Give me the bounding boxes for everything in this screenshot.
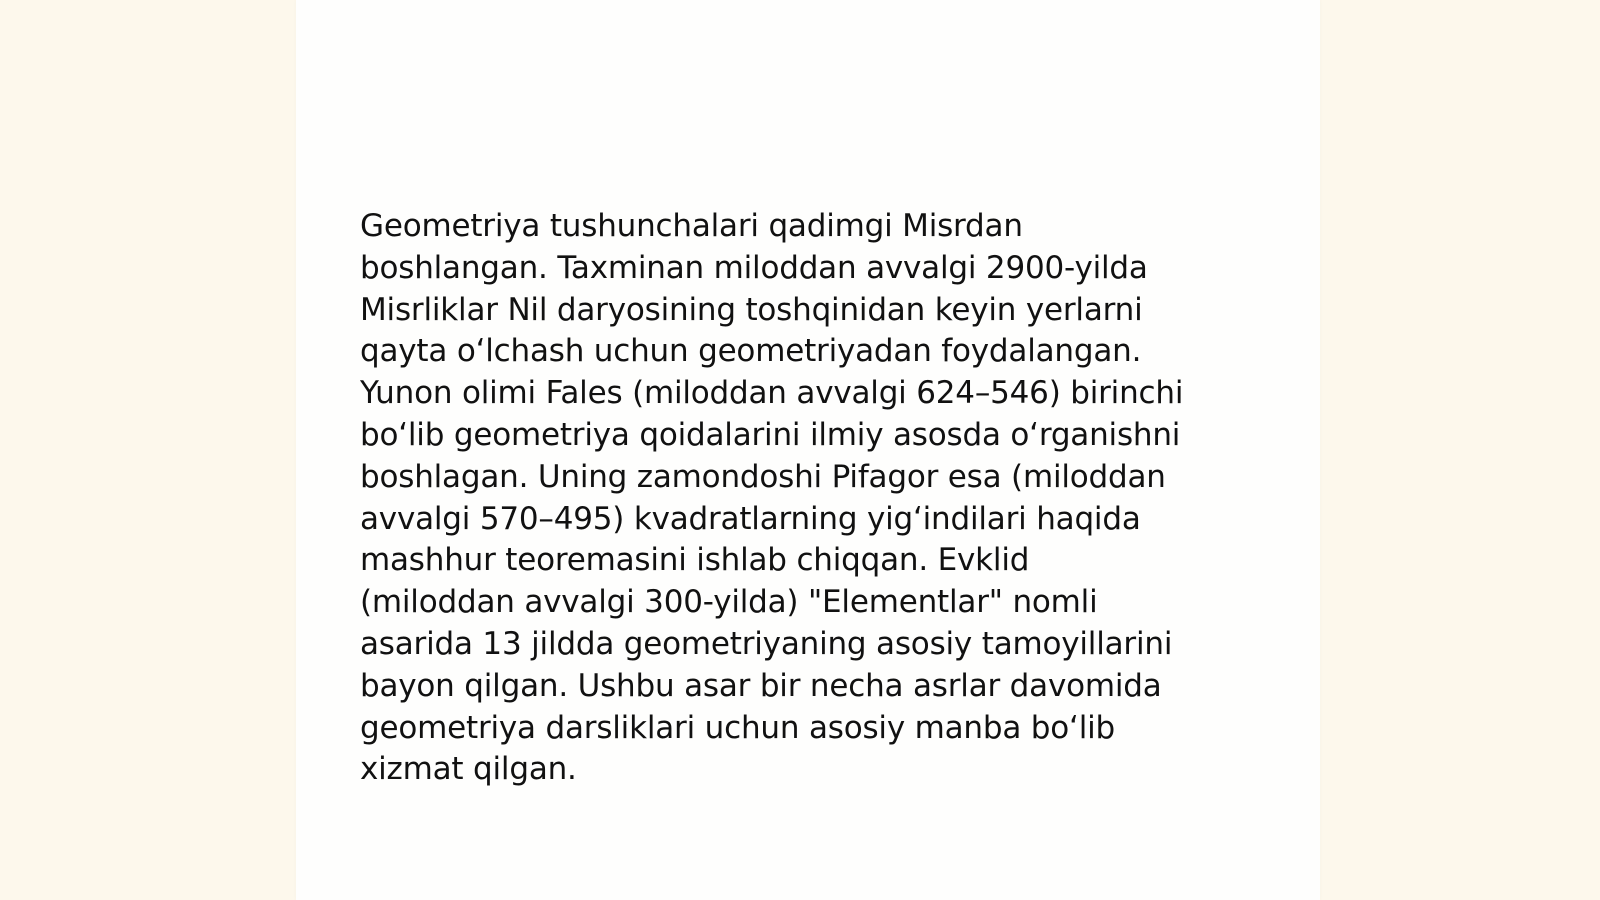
paragraph xyxy=(360,206,1240,791)
paragraph-line: asarida 13 jildda geometriyaning asosiy tamoyillarini xyxy=(360,625,1173,662)
paragraph-line: bayon qilgan. Ushbu asar bir necha asrlar davomida xyxy=(360,667,1162,704)
paragraph-line: geometriya darsliklari uchun asosiy manba boʻlib xyxy=(360,709,1116,746)
paragraph-line: xizmat qilgan. xyxy=(360,751,577,788)
paragraph-line: mashhur teoremasini ishlab chiqqan. Evklid xyxy=(360,542,1030,579)
paragraph-line: avvalgi 570–495) kvadratlarning yigʻindilari haqida xyxy=(360,500,1141,537)
paragraph-line: boʻlib geometriya qoidalarini ilmiy asosda oʻrganishni xyxy=(360,416,1181,453)
paragraph-line: Misrliklar Nil daryosining toshqinidan keyin yerlarni xyxy=(360,291,1143,328)
paragraph-line: qayta oʻlchash uchun geometriyadan foydalangan. xyxy=(360,333,1142,370)
paragraph-line: (miloddan avvalgi 300-yilda) "Elementlar" nomli xyxy=(360,584,1098,621)
paragraph-line: boshlangan. Taxminan miloddan avvalgi 2900-yilda xyxy=(360,249,1148,286)
paragraph-line: boshlagan. Uning zamondoshi Pifagor esa (miloddan xyxy=(360,458,1166,495)
document-page xyxy=(296,0,1320,900)
paragraph-line: Geometriya tushunchalari qadimgi Misrdan xyxy=(360,208,1023,244)
paragraph-line: Yunon olimi Fales (miloddan avvalgi 624–546) birinchi xyxy=(360,375,1184,412)
